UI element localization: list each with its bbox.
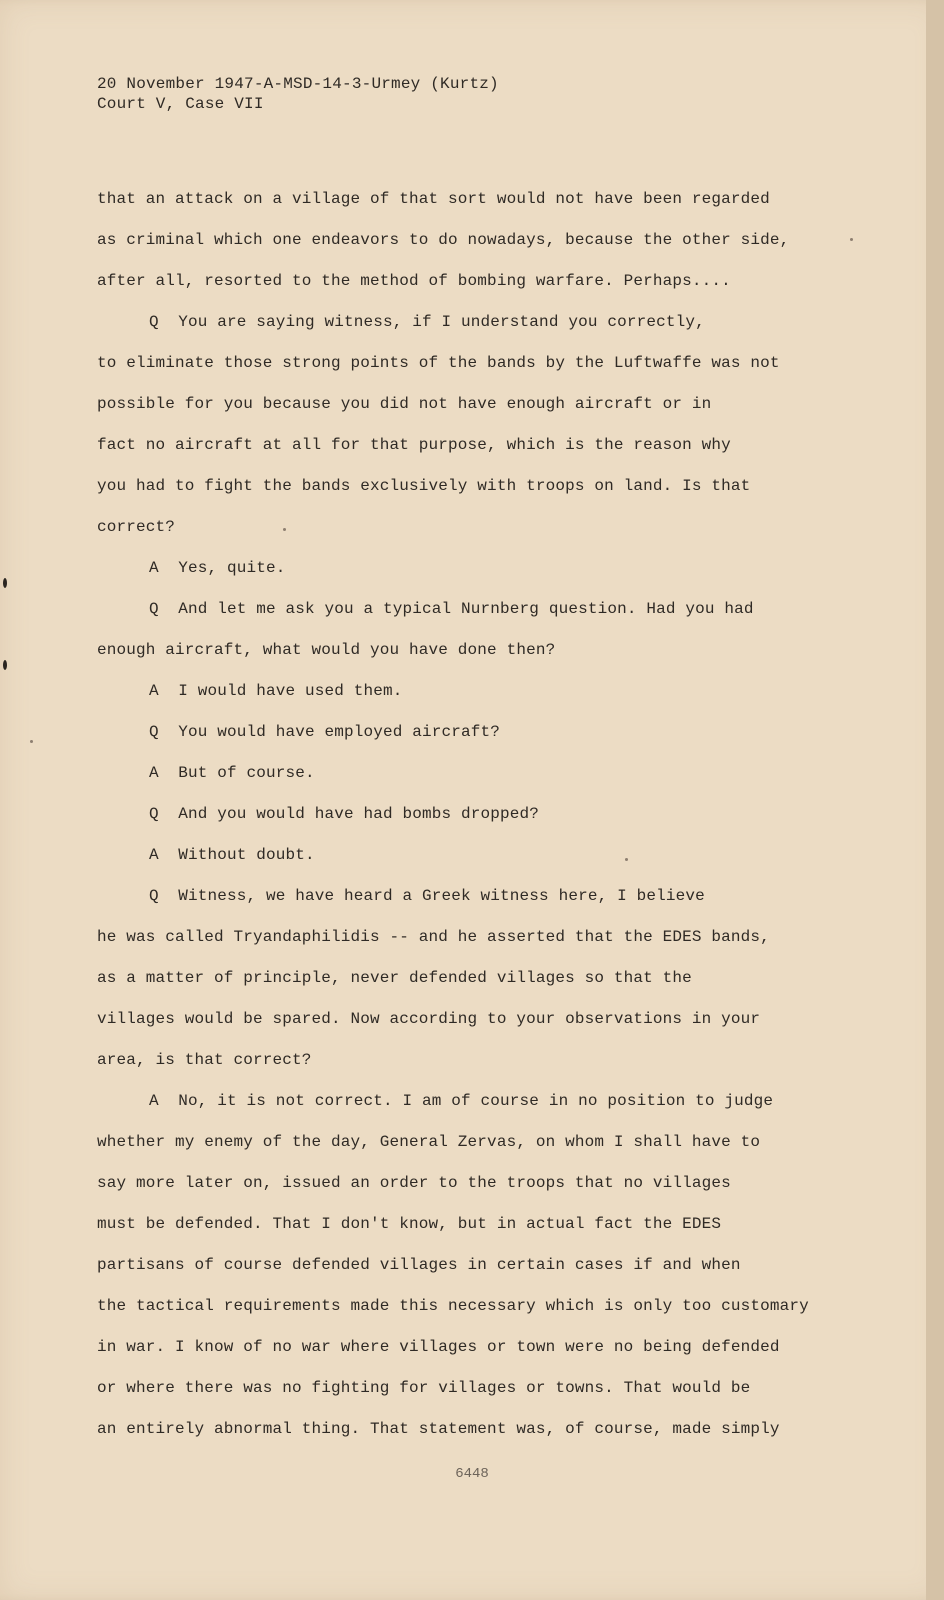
transcript-line: A But of course. [149, 764, 315, 782]
page-number: 6448 [455, 1466, 489, 1482]
page-edge-shadow [926, 0, 944, 1600]
transcript-line: an entirely abnormal thing. That statement was, of course, made simply [97, 1420, 780, 1438]
transcript-line: as a matter of principle, never defended villages so that the [97, 969, 692, 987]
paper-speck [625, 858, 628, 861]
transcript-line: as criminal which one endeavors to do nowadays, because the other side, [97, 231, 790, 249]
transcript-line: partisans of course defended villages in certain cases if and when [97, 1256, 741, 1274]
transcript-line: villages would be spared. Now according to your observations in your [97, 1010, 761, 1028]
transcript-line: enough aircraft, what would you have done then? [97, 641, 556, 659]
transcript-line: Q And let me ask you a typical Nurnberg question. Had you had [149, 600, 754, 618]
binding-mark [3, 578, 7, 588]
transcript-line: you had to fight the bands exclusively with troops on land. Is that [97, 477, 751, 495]
transcript-line: Q You would have employed aircraft? [149, 723, 501, 741]
header-date-line: 20 November 1947-A-MSD-14-3-Urmey (Kurtz) [97, 75, 499, 93]
transcript-line: Q You are saying witness, if I understand you correctly, [149, 313, 705, 331]
paper-speck [850, 238, 853, 241]
transcript-line: or where there was no fighting for villages or towns. That would be [97, 1379, 751, 1397]
transcript-line: he was called Tryandaphilidis -- and he asserted that the EDES bands, [97, 928, 770, 946]
transcript-line: to eliminate those strong points of the bands by the Luftwaffe was not [97, 354, 780, 372]
document-header [97, 74, 499, 114]
transcript-line: A No, it is not correct. I am of course in no position to judge [149, 1092, 774, 1110]
transcript-line: A I would have used them. [149, 682, 403, 700]
transcript-line: A Yes, quite. [149, 559, 286, 577]
header-court-line: Court V, Case VII [97, 95, 264, 113]
binding-mark [3, 660, 7, 670]
transcript-line: area, is that correct? [97, 1051, 312, 1069]
transcript-line: in war. I know of no war where villages or town were no being defended [97, 1338, 780, 1356]
paper-speck [30, 740, 33, 743]
transcript-line: say more later on, issued an order to the troops that no villages [97, 1174, 731, 1192]
transcript-line: must be defended. That I don't know, but in actual fact the EDES [97, 1215, 722, 1233]
transcript-line: correct? [97, 518, 176, 536]
transcript-line: A Without doubt. [149, 846, 315, 864]
transcript-body [97, 179, 809, 1450]
paper-speck [283, 528, 286, 531]
transcript-line: that an attack on a village of that sort would not have been regarded [97, 190, 770, 208]
transcript-line: fact no aircraft at all for that purpose, which is the reason why [97, 436, 731, 454]
transcript-line: after all, resorted to the method of bombing warfare. Perhaps.... [97, 272, 731, 290]
transcript-line: the tactical requirements made this necessary which is only too customary [97, 1297, 809, 1315]
transcript-line: possible for you because you did not have enough aircraft or in [97, 395, 712, 413]
transcript-line: Q And you would have had bombs dropped? [149, 805, 540, 823]
transcript-line: Q Witness, we have heard a Greek witness here, I believe [149, 887, 705, 905]
transcript-line: whether my enemy of the day, General Zervas, on whom I shall have to [97, 1133, 761, 1151]
